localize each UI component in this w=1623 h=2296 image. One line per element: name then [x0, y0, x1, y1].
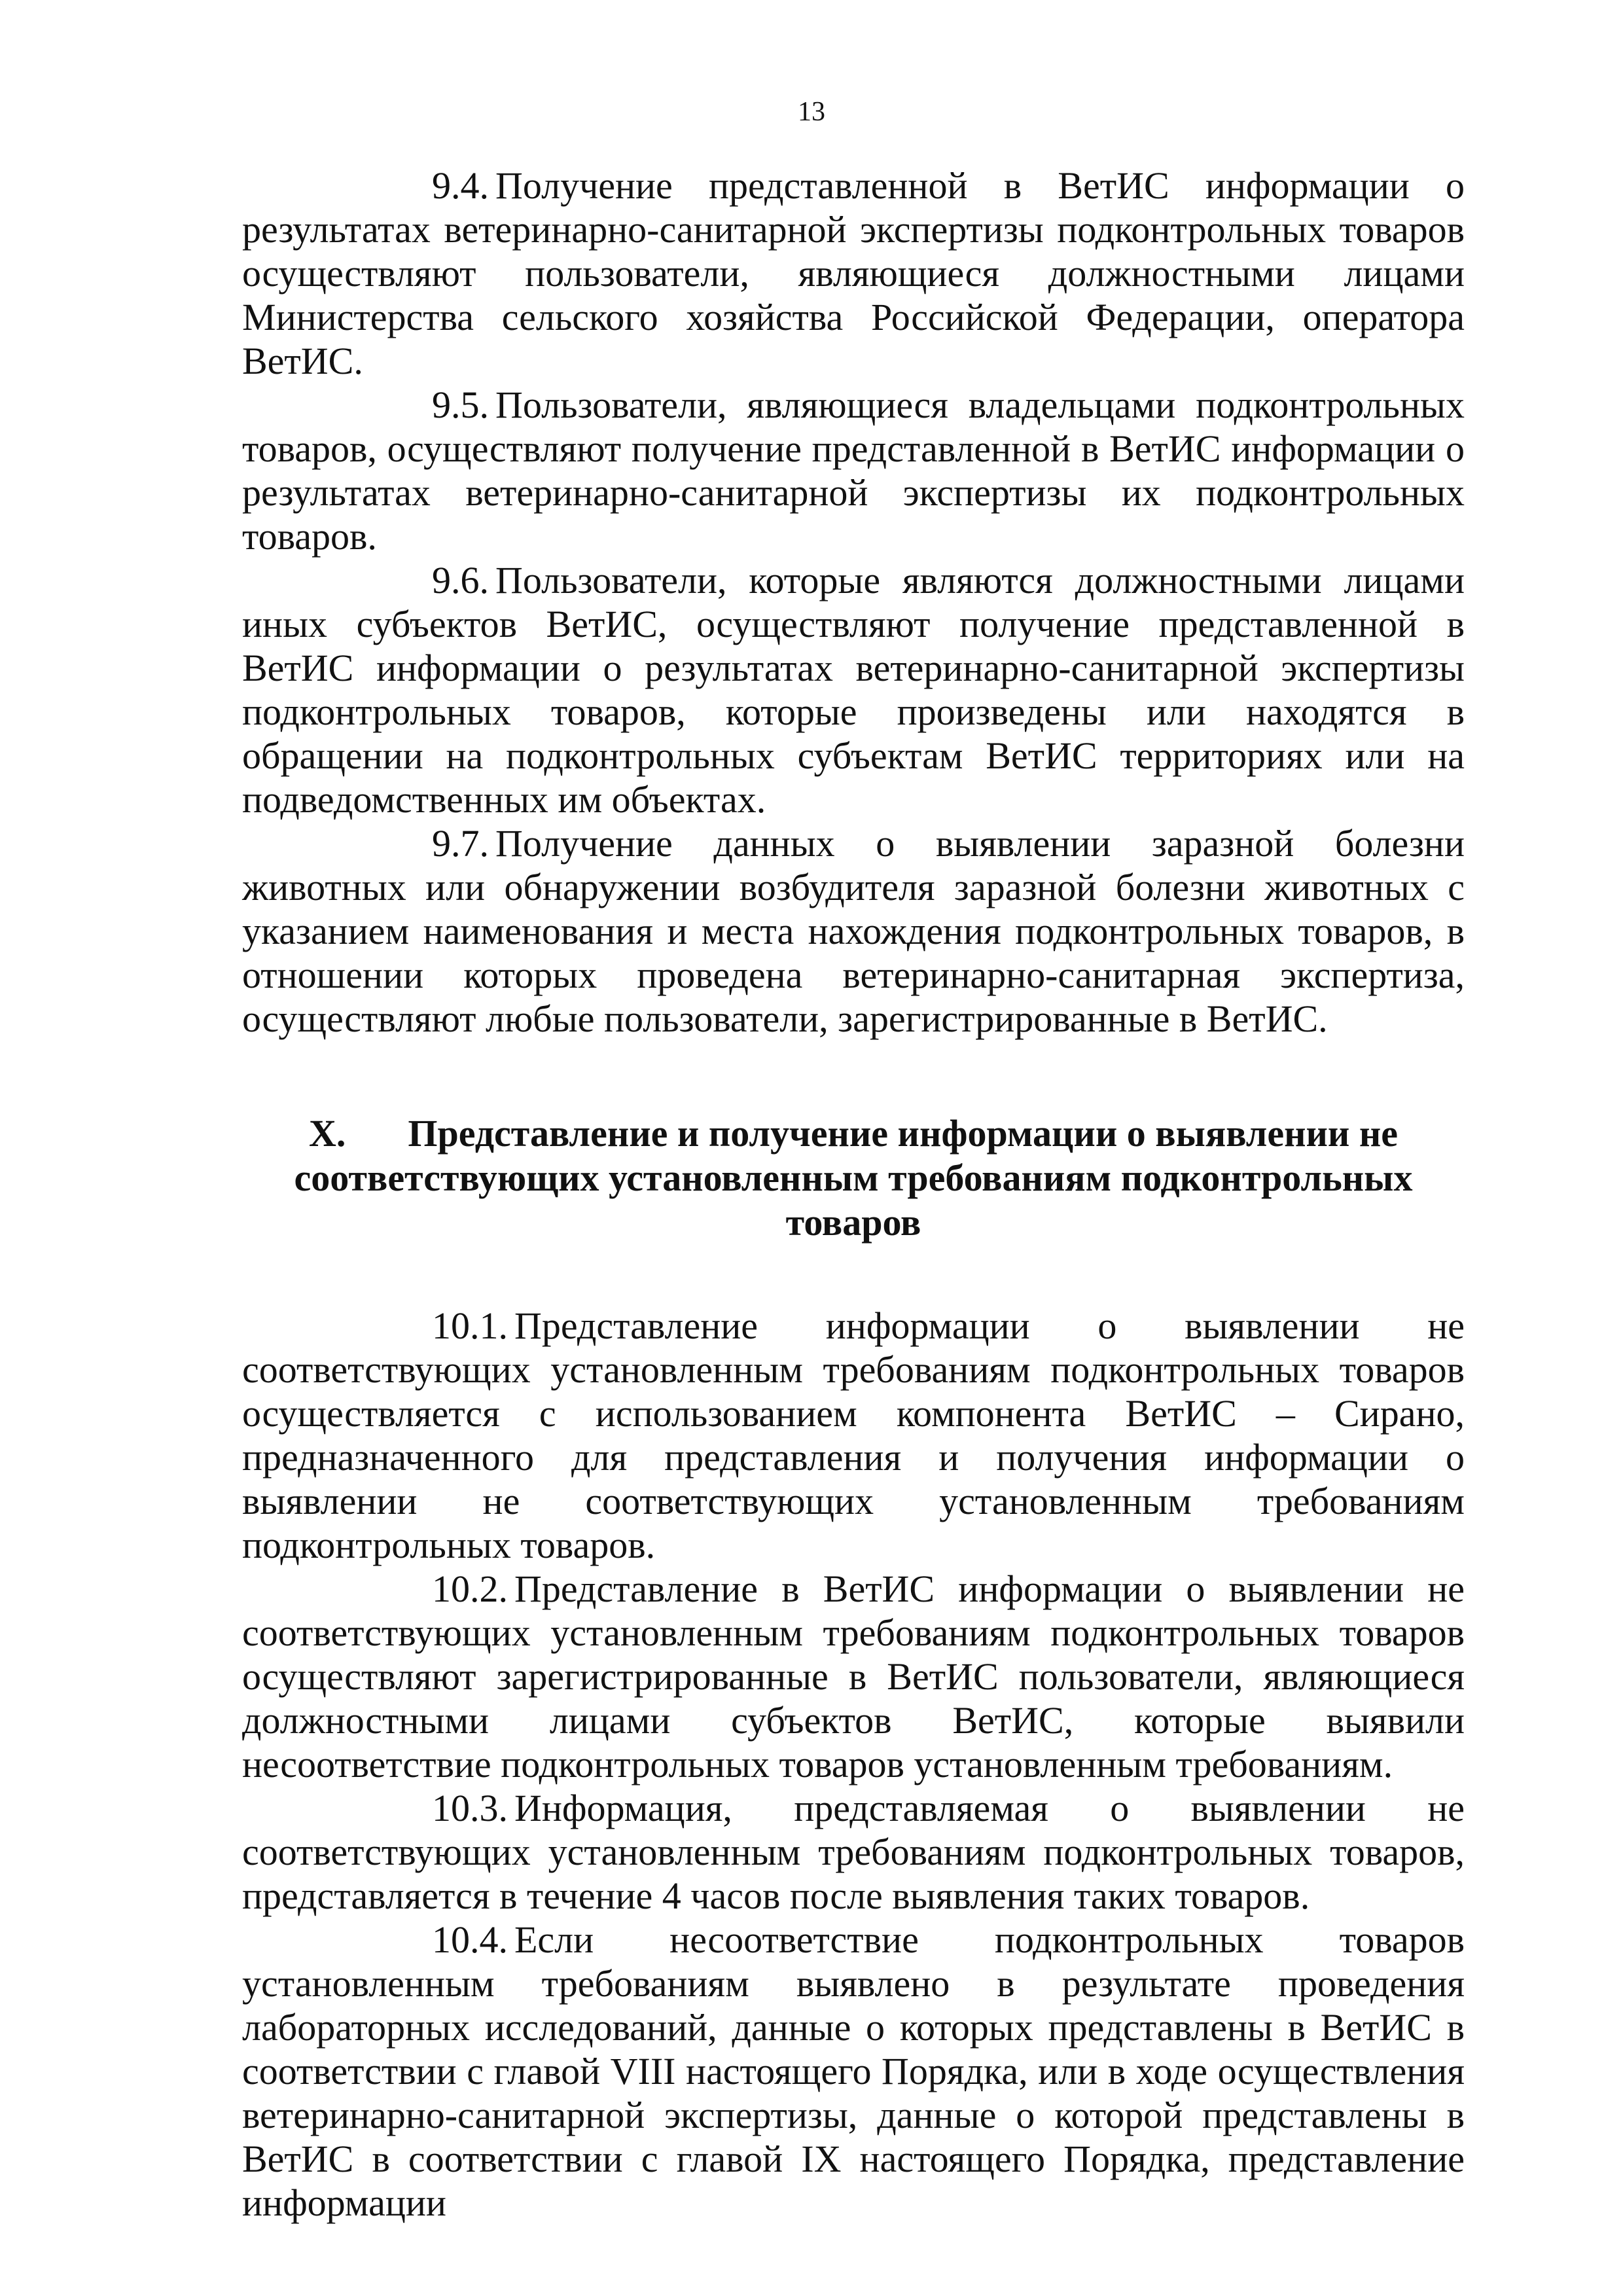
- paragraph-10-3: [242, 1786, 1465, 1918]
- paragraph-9-5: [242, 383, 1465, 558]
- paragraph-text: Если несоответствие подконтрольных товаров установленным требованиям выявлено в результате проведения лабораторных исследований, данные о которых представлены в ВетИС в соответствии с главой VIII настоящего Порядка, или в ходе осуществления ветеринарно-санитарной экспертизы, данные о которой представлены в ВетИС в соответствии с главой IX настоящего Порядка, представление информации: [242, 1918, 1465, 2224]
- section-title-line-1: Представление и получение информации о выявлении не: [408, 1112, 1399, 1155]
- section-number: X.: [308, 1112, 346, 1155]
- paragraph-text: Представление в ВетИС информации о выявлении не соответствующих установленным требованиям подконтрольных товаров осуществляют зарегистрированные в ВетИС пользователи, являющиеся должностными лицами субъектов ВетИС, которые выявили несоответствие подконтрольных товаров установленным требованиям.: [242, 1568, 1465, 1785]
- paragraph-text: Получение данных о выявлении заразной болезни животных или обнаружении возбудителя заразной болезни животных с указанием наименования и места нахождения подконтрольных товаров, в отношении которых проведена ветеринарно-санитарная экспертиза, осуществляют любые пользователи, зарегистрированные в ВетИС.: [242, 822, 1465, 1040]
- section-title-line-2: соответствующих установленным требованиям подконтрольных: [294, 1157, 1413, 1199]
- paragraph-9-6: [242, 558, 1465, 821]
- paragraph-number: 9.6.: [432, 559, 489, 601]
- paragraph-10-1: [242, 1304, 1465, 1567]
- paragraph-10-4: [242, 1918, 1465, 2225]
- paragraph-number: 9.5.: [432, 384, 489, 426]
- paragraph-text: Получение представленной в ВетИС информации о результатах ветеринарно-санитарной экспертизы подконтрольных товаров осуществляют пользователи, являющиеся должностными лицами Министерства сельского хозяйства Российской Федерации, оператора ВетИС.: [242, 164, 1465, 382]
- section-title-line-3: товаров: [785, 1201, 921, 1244]
- paragraph-number: 10.3.: [432, 1787, 508, 1829]
- paragraph-number: 10.4.: [432, 1918, 508, 1961]
- document-body: [242, 164, 1465, 2225]
- page-number: 13: [798, 97, 825, 127]
- section-heading: [242, 1111, 1465, 1245]
- section-heading-line-1: [242, 1111, 1465, 1156]
- paragraph-9-4: [242, 164, 1465, 383]
- paragraph-number: 10.1.: [432, 1304, 508, 1347]
- paragraph-number: 10.2.: [432, 1568, 508, 1610]
- paragraph-text: Представление информации о выявлении не соответствующих установленным требованиям подконтрольных товаров осуществляется с использованием компонента ВетИС – Сирано, предназначенного для представления и получения информации о выявлении не соответствующих установленным требованиям подконтрольных товаров.: [242, 1304, 1465, 1566]
- paragraph-text: Информация, представляемая о выявлении не соответствующих установленным требованиям подконтрольных товаров, представляется в течение 4 часов после выявления таких товаров.: [242, 1787, 1465, 1917]
- paragraph-number: 9.7.: [432, 822, 489, 865]
- paragraph-text: Пользователи, являющиеся владельцами подконтрольных товаров, осуществляют получение представленной в ВетИС информации о результатах ветеринарно-санитарной экспертизы их подконтрольных товаров.: [242, 384, 1465, 558]
- paragraph-text: Пользователи, которые являются должностными лицами иных субъектов ВетИС, осуществляют получение представленной в ВетИС информации о результатах ветеринарно-санитарной экспертизы подконтрольных товаров, которые произведены или находятся в обращении на подконтрольных субъектам ВетИС территориях или на подведомственных им объектах.: [242, 559, 1465, 821]
- paragraph-9-7: [242, 821, 1465, 1041]
- paragraph-number: 9.4.: [432, 164, 489, 207]
- paragraph-10-2: [242, 1567, 1465, 1786]
